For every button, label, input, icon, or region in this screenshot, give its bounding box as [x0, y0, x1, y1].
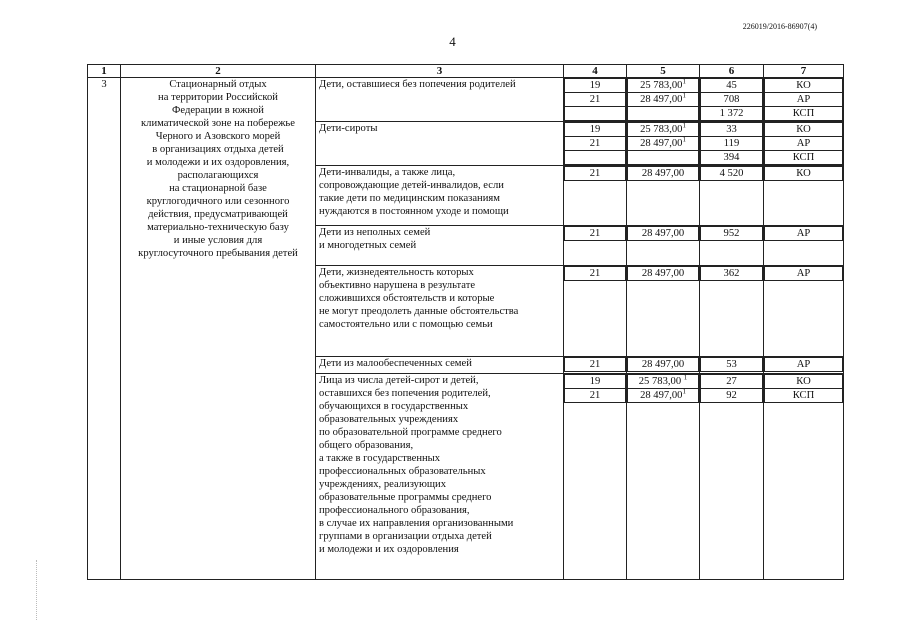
cell-value: 21 — [589, 390, 601, 401]
category-cell: Дети из малообеспеченных семей — [316, 357, 564, 374]
cell-value: КСП — [792, 108, 815, 119]
document-sheet — [87, 64, 843, 585]
category-cell: Лица из числа детей-сирот и детей, оставшихся без попечения родителей, обучающихся в государственных образовательных учреждениях по образовательной программе среднего общего образования, а также в государственных профессиональных образовательных учреждениях, реализующих образовательные программы среднего профессионального образования, в случае их направления организованными группами в организации отдыха детей и молодежи и их оздоровления — [316, 374, 564, 580]
cell-value: 27 — [726, 376, 737, 387]
cell-value: 28 497,00 — [640, 138, 683, 149]
cell-value: АР — [796, 228, 811, 239]
cell-value: 53 — [726, 359, 737, 370]
column-header: 3 — [316, 65, 564, 78]
organization-cell — [764, 357, 844, 374]
page-number: 4 — [449, 34, 456, 49]
days-cell — [564, 78, 627, 122]
cell-value: 21 — [589, 268, 601, 279]
cost-cell — [627, 166, 700, 226]
column-header: 5 — [627, 65, 700, 78]
category-cell: Дети-инвалиды, а также лица, сопровождающие детей-инвалидов, если такие дети по медицинским показаниям нуждаются в постоянном уходе и помощи — [316, 166, 564, 226]
cell-value: 952 — [723, 228, 740, 239]
organization-cell — [764, 266, 844, 357]
days-cell — [564, 357, 627, 374]
days-cell — [564, 226, 627, 266]
cell-value: КО — [796, 376, 811, 387]
cell-value: КСП — [792, 152, 815, 163]
count-cell — [700, 266, 764, 357]
cell-value: 21 — [589, 168, 601, 179]
footnote-marker: 1 — [682, 387, 686, 396]
cell-value: 708 — [723, 94, 740, 105]
cell-value: 92 — [726, 390, 737, 401]
count-cell — [700, 374, 764, 580]
cell-value: 28 497,00 — [641, 228, 685, 239]
document-code: 226019/2016-86907(4) — [742, 22, 817, 31]
count-cell — [700, 78, 764, 122]
cell-value: 19 — [589, 124, 601, 135]
count-cell — [700, 357, 764, 374]
days-cell — [564, 166, 627, 226]
footnote-marker: 1 — [682, 91, 686, 100]
cell-value: 28 497,00 — [640, 94, 683, 105]
count-cell — [700, 166, 764, 226]
category-cell: Дети, жизнедеятельность которых объективно нарушена в результате сложившихся обстоятельств и которые не могут преодолеть данные обстоятельства самостоятельно или с помощью семьи — [316, 266, 564, 357]
cost-cell — [627, 226, 700, 266]
column-header: 4 — [564, 65, 627, 78]
column-header: 7 — [764, 65, 844, 78]
cell-value: 119 — [723, 138, 740, 149]
cell-value: 21 — [589, 94, 601, 105]
cell-value: 25 783,00 — [640, 80, 683, 91]
cell-value: АР — [796, 138, 811, 149]
cell-value: 25 783,00 — [638, 376, 684, 387]
count-cell — [700, 226, 764, 266]
cell-value: КО — [796, 168, 811, 179]
organization-cell — [764, 78, 844, 122]
cell-value: 28 497,00 — [641, 168, 685, 179]
organization-cell — [764, 226, 844, 266]
rest-type-description: Стационарный отдых на территории Российской Федерации в южной климатической зоне на побережье Черного и Азовского морей в организациях отдыха детей и молодежи и их оздоровления, располагающихся на стационарной базе круглогодичного или сезонного действия, предусматривающей материально-техническую базу и иные условия для круглосуточного пребывания детей — [121, 78, 316, 580]
scan-margin-mark — [36, 560, 39, 620]
footnote-marker: 1 — [682, 135, 686, 144]
cell-value: 21 — [589, 138, 601, 149]
cell-value: 19 — [589, 80, 601, 91]
organization-cell — [764, 122, 844, 166]
row-number-cell: 3 — [88, 78, 121, 580]
cell-value: 394 — [723, 152, 740, 163]
cost-cell — [627, 357, 700, 374]
cell-value: 33 — [726, 124, 737, 135]
category-cell: Дети, оставшиеся без попечения родителей — [316, 78, 564, 122]
cell-value: АР — [796, 268, 811, 279]
count-cell — [700, 122, 764, 166]
cell-value: 28 497,00 — [641, 268, 685, 279]
cell-value: 28 497,00 — [640, 390, 683, 401]
cell-value: 28 497,00 — [641, 359, 685, 370]
column-number-row — [88, 65, 844, 78]
cell-value: 45 — [726, 80, 737, 91]
cell-value: 25 783,00 — [640, 124, 683, 135]
column-header: 6 — [700, 65, 764, 78]
category-cell: Дети-сироты — [316, 122, 564, 166]
cell-value: 1 372 — [719, 108, 744, 119]
cell-value: 19 — [589, 376, 601, 387]
column-header: 1 — [88, 65, 121, 78]
footnote-marker: 1 — [682, 121, 686, 130]
days-cell — [564, 122, 627, 166]
cell-value: 21 — [589, 228, 601, 239]
cell-value: АР — [796, 359, 811, 370]
organization-cell — [764, 166, 844, 226]
organization-cell — [764, 374, 844, 580]
days-cell — [564, 374, 627, 580]
column-header: 2 — [121, 65, 316, 78]
cell-value: АР — [796, 94, 811, 105]
cost-cell — [627, 266, 700, 357]
cost-cell — [627, 374, 700, 580]
cell-value: КО — [796, 124, 811, 135]
table-row — [88, 78, 844, 122]
cell-value: 362 — [723, 268, 740, 279]
cell-value: КО — [796, 80, 811, 91]
cell-value: 4 520 — [719, 168, 744, 179]
cost-cell — [627, 122, 700, 166]
cell-value: КСП — [792, 390, 815, 401]
cost-cell — [627, 78, 700, 122]
footnote-marker: 1 — [683, 373, 688, 382]
footnote-marker: 1 — [682, 77, 686, 86]
category-cell: Дети из неполных семей и многодетных семей — [316, 226, 564, 266]
days-cell — [564, 266, 627, 357]
allocation-table — [87, 64, 844, 580]
cell-value: 21 — [589, 359, 601, 370]
